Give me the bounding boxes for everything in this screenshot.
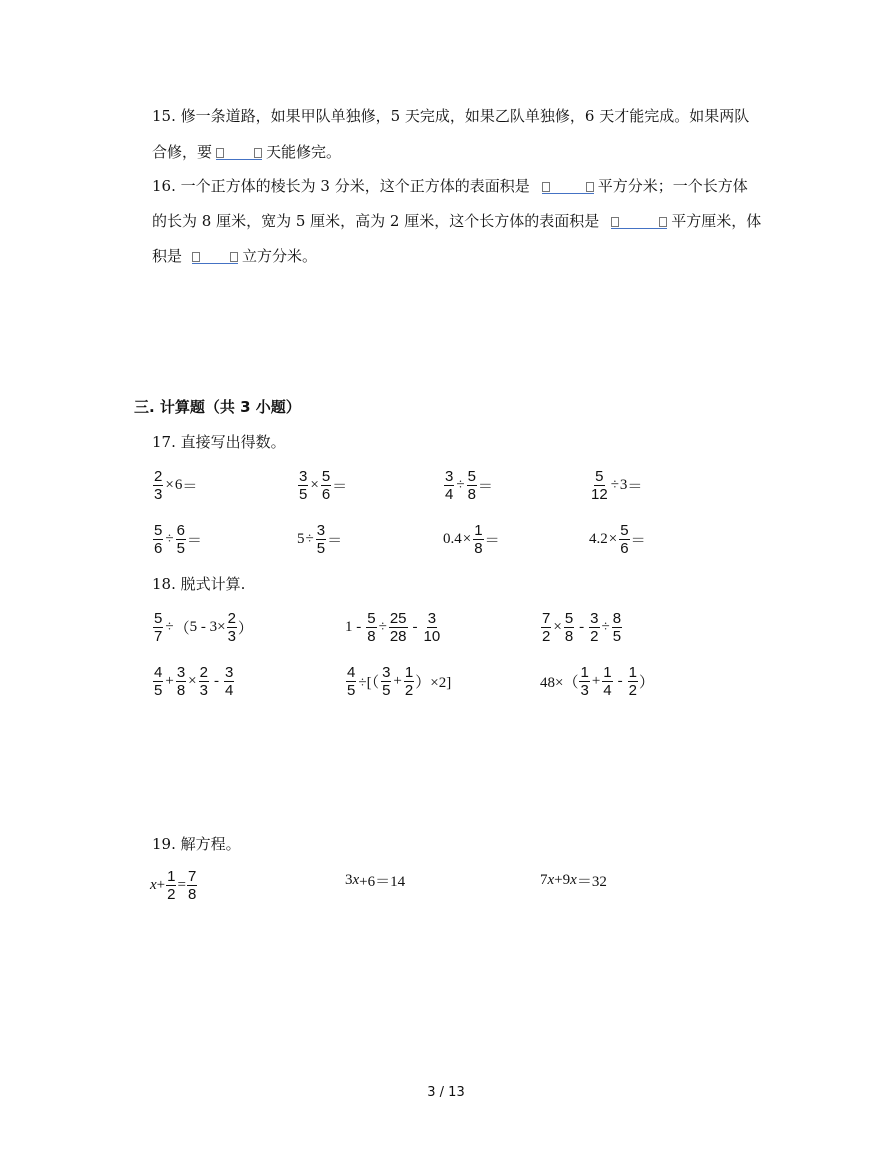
fraction: $\frac{1}{4}$ (603, 664, 612, 699)
fraction: $\frac{5}{6}$ (154, 522, 163, 557)
q17-expr-4: $\frac{5}{12}$ ÷ 3 ＝ (591, 468, 643, 503)
q18-expr-3: $\frac{7}{2}$ × $\frac{5}{8}$ - $\frac{3}{2}$ ÷ $\frac{8}{5}$ (542, 610, 622, 645)
q19-title: 19. 解方程。 (152, 835, 241, 853)
q16-line1 (152, 176, 748, 196)
fraction: $\frac{1}{2}$ (167, 868, 176, 903)
q16-text-3-pre: 积是 (152, 247, 183, 265)
q17-expr-7: 0.4 × $\frac{1}{8}$ ＝ (443, 522, 500, 557)
fraction: $\frac{5}{8}$ (467, 468, 476, 503)
q18-expr-2: 1 - $\frac{5}{8}$ ÷ $\frac{25}{28}$ - $\frac{3}{10}$ (345, 610, 441, 645)
fraction: $\frac{3}{5}$ (316, 522, 326, 557)
q19-equation-3: 7 x +9 x ＝32 (540, 872, 607, 890)
q18-title: 18. 脱式计算. (152, 575, 246, 593)
fraction: $\frac{3}{10}$ (423, 610, 441, 645)
q18-expr-6: 48×（ $\frac{1}{3}$ + $\frac{1}{4}$ - $\frac{1}{2}$ ） (540, 664, 654, 699)
q17-expr-1: $\frac{2}{3}$ × 6 ＝ (154, 468, 198, 503)
q17-title: 17. 直接写出得数。 (152, 433, 286, 451)
fraction: $\frac{2}{3}$ (154, 468, 163, 503)
q16-text-1-post: 平方分米；一个长方体 (597, 177, 748, 195)
q15-text: 15. 修一条道路，如果甲队单独修，5 天完成，如果乙队单独修，6 天才能完成。如果两队 (152, 107, 750, 125)
q15-text-post: 天能修完。 (266, 143, 342, 161)
q18-expr-4: $\frac{4}{5}$ + $\frac{3}{8}$ × $\frac{2}{3}$ - $\frac{3}{4}$ (154, 664, 234, 699)
q16-text-2-post: 平方厘米，体 (671, 212, 762, 230)
q16-answer-blank-1[interactable] (542, 177, 594, 194)
fraction: $\frac{5}{12}$ (591, 468, 608, 503)
fraction: $\frac{7}{8}$ (187, 868, 197, 903)
q18-expr-5: $\frac{4}{5}$ ÷[（ $\frac{3}{5}$ + $\frac{1}{2}$ ）×2] (347, 664, 452, 699)
q19-equation-1: x + $\frac{1}{2}$ = $\frac{7}{8}$ (150, 868, 197, 903)
q18-expr-1: $\frac{5}{7}$ ÷ （ 5 - 3× $\frac{2}{3}$ ） (154, 610, 253, 645)
fraction: $\frac{8}{5}$ (612, 610, 622, 645)
q16-line3 (152, 246, 317, 266)
q15-line1 (152, 106, 749, 126)
q16-text-1-pre: 16. 一个正方体的棱长为 3 分米，这个正方体的表面积是 (152, 177, 530, 195)
fraction: $\frac{3}{4}$ (224, 664, 234, 699)
fraction: $\frac{5}{8}$ (367, 610, 376, 645)
fraction: $\frac{5}{8}$ (564, 610, 574, 645)
fraction: $\frac{5}{6}$ (620, 522, 629, 557)
q16-text-3-post: 立方分米。 (242, 247, 318, 265)
fraction: $\frac{2}{3}$ (199, 664, 208, 699)
q15-line2 (152, 142, 341, 162)
fraction: $\frac{4}{5}$ (154, 664, 163, 699)
page-number: 3 / 13 (427, 1085, 465, 1100)
q15-answer-blank[interactable] (216, 143, 262, 160)
q16-line2 (152, 211, 761, 231)
q17-expr-5: $\frac{5}{6}$ ÷ $\frac{6}{5}$ ＝ (154, 522, 202, 557)
q17-expr-6: 5 ÷ $\frac{3}{5}$ ＝ (297, 522, 343, 557)
fraction: $\frac{5}{7}$ (154, 610, 163, 645)
q15-text-pre: 合修，要 (152, 143, 213, 161)
fraction: $\frac{3}{5}$ (299, 468, 308, 503)
fraction: $\frac{5}{6}$ (321, 468, 331, 503)
q16-text-2-pre: 的长为 8 厘米，宽为 5 厘米，高为 2 厘米，这个长方体的表面积是 (152, 212, 600, 230)
q17-expr-3: $\frac{3}{4}$ ÷ $\frac{5}{8}$ ＝ (445, 468, 493, 503)
fraction: $\frac{3}{8}$ (176, 664, 186, 699)
section-3-title: 三. 计算题（共 3 小题） (134, 398, 301, 416)
q19-equation-2: 3 x +6＝14 (345, 872, 406, 890)
fraction: $\frac{2}{3}$ (227, 610, 236, 645)
fraction: $\frac{6}{5}$ (176, 522, 185, 557)
fraction: $\frac{1}{2}$ (628, 664, 637, 699)
q17-expr-8: 4.2 × $\frac{5}{6}$ ＝ (589, 522, 646, 557)
q16-answer-blank-3[interactable] (192, 247, 238, 264)
fraction: $\frac{25}{28}$ (389, 610, 407, 645)
fraction: $\frac{3}{4}$ (445, 468, 454, 503)
fraction: $\frac{3}{5}$ (382, 664, 391, 699)
fraction: $\frac{4}{5}$ (347, 664, 356, 699)
q17-expr-2: $\frac{3}{5}$ × $\frac{5}{6}$ ＝ (299, 468, 348, 503)
fraction: $\frac{7}{2}$ (542, 610, 551, 645)
fraction: $\frac{3}{2}$ (590, 610, 599, 645)
fraction: $\frac{1}{3}$ (580, 664, 589, 699)
fraction: $\frac{1}{8}$ (474, 522, 483, 557)
q16-answer-blank-2[interactable] (611, 212, 667, 229)
fraction: $\frac{1}{2}$ (404, 664, 414, 699)
